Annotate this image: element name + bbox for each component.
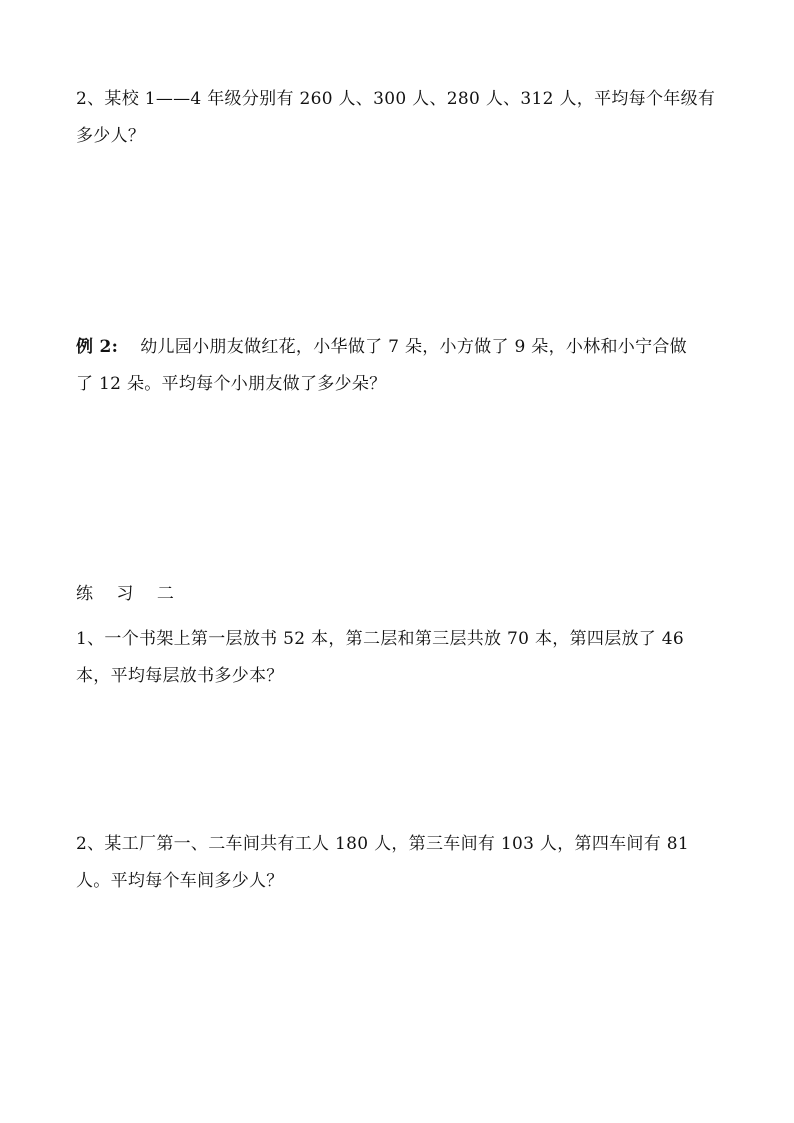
example-line (76, 329, 726, 366)
example-label: 例 2: (76, 337, 119, 357)
example-line: 了 12 朵。平均每个小朋友做了多少朵？ (76, 374, 387, 394)
problem-line: 2、某校 1——4 年级分别有 260 人、300 人、280 人、312 人，平均每个年级有 (76, 89, 716, 109)
exercise-heading (76, 576, 192, 613)
problem-line: 本，平均每层放书多少本？ (76, 666, 284, 686)
heading-char: 习 (116, 584, 134, 604)
example-2 (76, 329, 726, 403)
exercise-problem-2 (76, 826, 726, 900)
exercise-problem-1 (76, 621, 726, 695)
problem-line: 1、一个书架上第一层放书 52 本，第二层和第三层共放 70 本，第四层放了 46 (76, 629, 685, 649)
problem-2-previous (76, 81, 726, 155)
problem-line: 2、某工厂第一、二车间共有工人 180 人，第三车间有 103 人，第四车间有 81 (76, 834, 689, 854)
heading-char: 练 (76, 584, 93, 604)
example-text: 幼儿园小朋友做红花，小华做了 7 朵，小方做了 9 朵，小林和小宁合做 (140, 337, 687, 357)
problem-line: 多少人？ (76, 126, 146, 146)
problem-line: 人。平均每个车间多少人？ (76, 871, 284, 891)
heading-char: 二 (156, 584, 174, 604)
